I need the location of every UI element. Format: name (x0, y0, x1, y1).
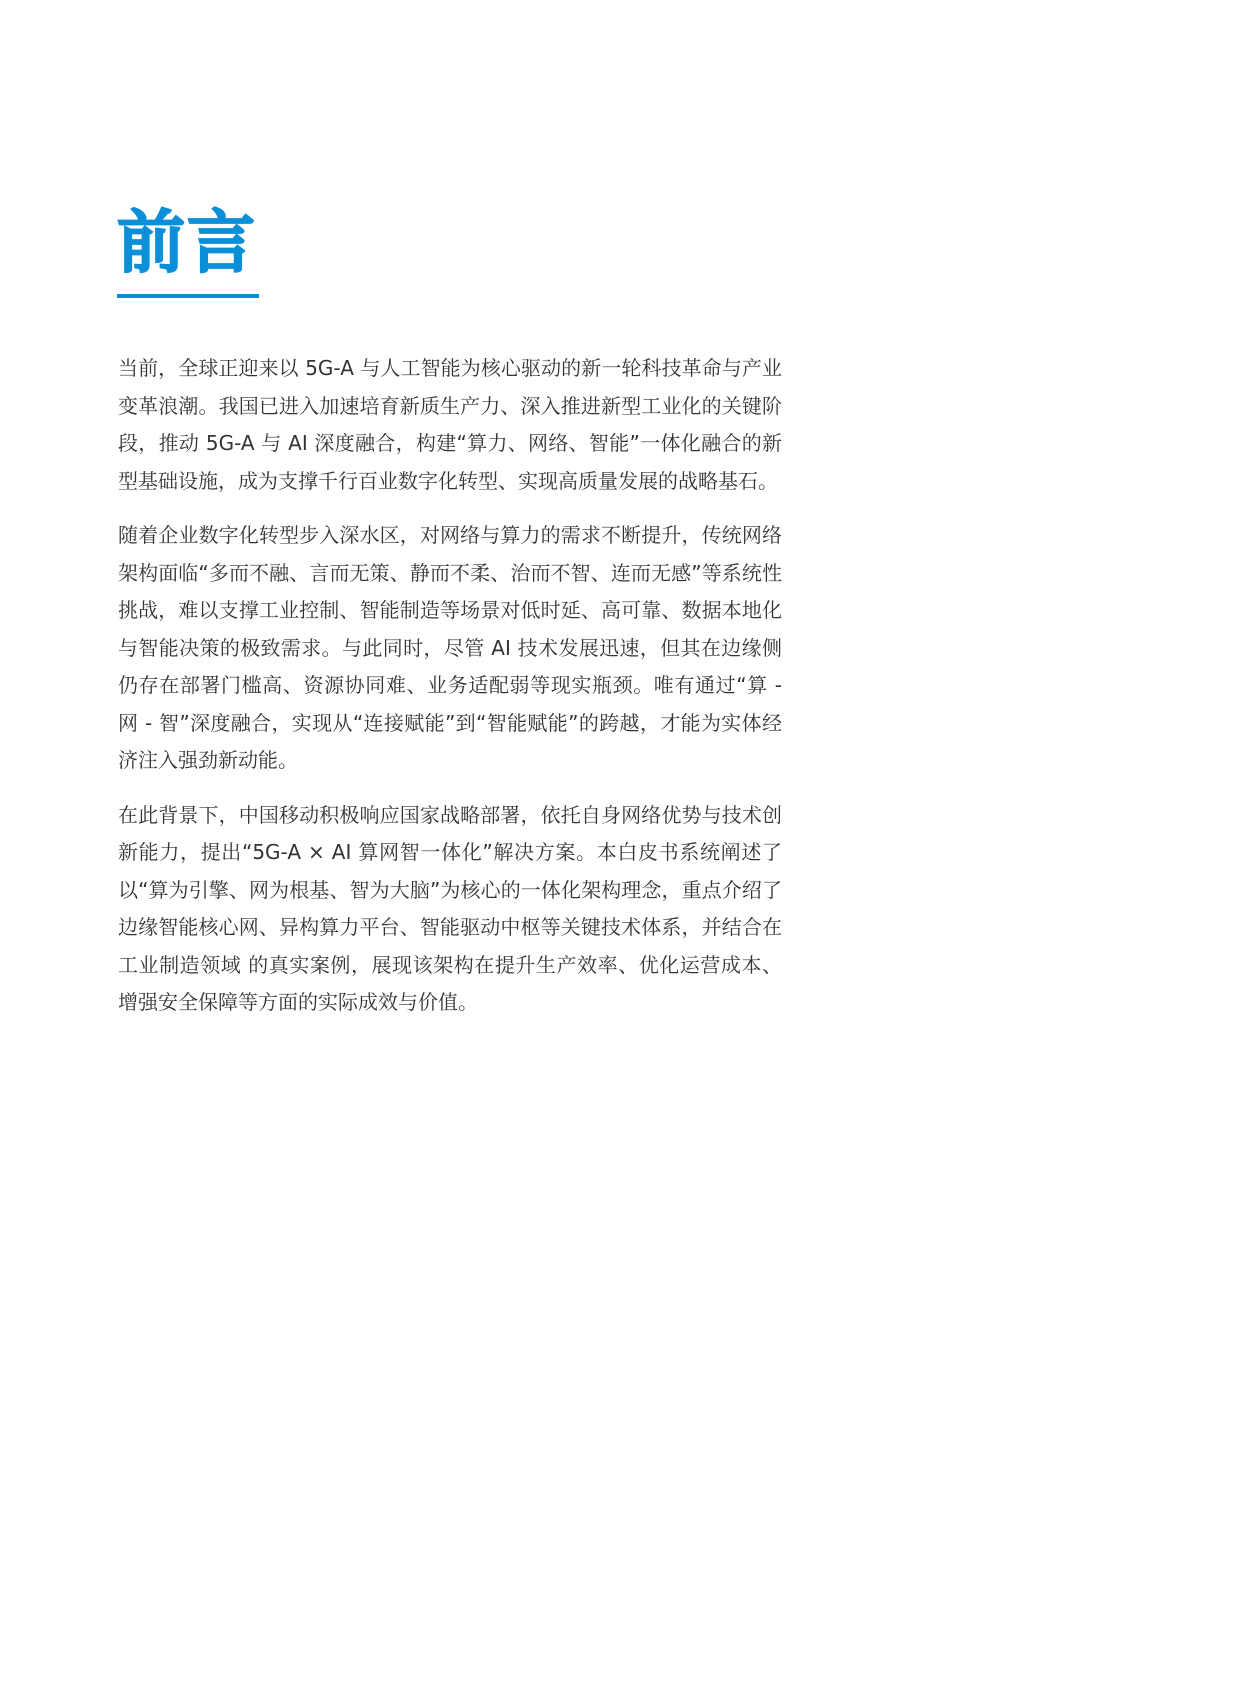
paragraph-solution: 在此背景下，中国移动积极响应国家战略部署，依托自身网络优势与技术创新能力，提出“5G-A × AI 算网智一体化”解决方案。本白皮书系统阐述了以“算为引擎、网为根基、智为大脑”为核心的一体化架构理念，重点介绍了边缘智能核心网、异构算力平台、智能驱动中枢等关键技术体系，并结合在工业制造领域 的真实案例，展现该架构在提升生产效率、优化运营成本、增强安全保障等方面的实际成效与价值。 (118, 802, 782, 1014)
body-text (118, 350, 782, 1039)
title-underline (117, 294, 259, 298)
title-block (117, 205, 259, 283)
paragraph-intro: 当前，全球正迎来以 5G-A 与人工智能为核心驱动的新一轮科技革命与产业变革浪潮。我国已进入加速培育新质生产力、深入推进新型工业化的关键阶段，推动 5G-A 与 AI 深度融合，构建“算力、网络、智能”一体化融合的新型基础设施，成为支撑千行百业数字化转型、实现高质量发展的战略基石。 (118, 356, 782, 493)
page-title: 前言 (117, 204, 258, 283)
paragraph-challenges: 随着企业数字化转型步入深水区，对网络与算力的需求不断提升，传统网络架构面临“多而不融、言而无策、静而不柔、治而不智、连而无感”等系统性挑战，难以支撑工业控制、智能制造等场景对低时延、高可靠、数据本地化与智能决策的极致需求。与此同时，尽管 AI 技术发展迅速，但其在边缘侧仍存在部署门槛高、资源协同难、业务适配弱等现实瓶颈。唯有通过“算 - 网 - 智”深度融合，实现从“连接赋能”到“智能赋能”的跨越，才能为实体经济注入强劲新动能。 (118, 523, 782, 772)
